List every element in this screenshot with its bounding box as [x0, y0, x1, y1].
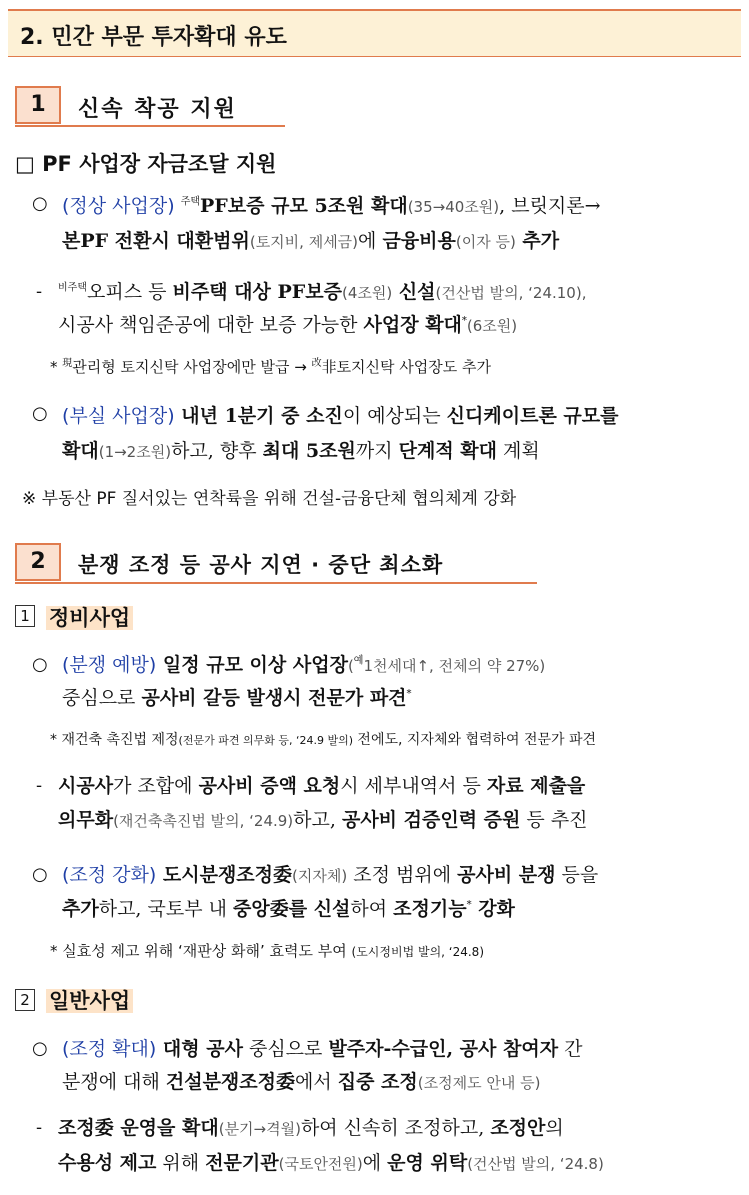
paragraph-mediation-strengthen-line1: (조정 강화) 도시분쟁조정委(지자체) 조정 범위에 공사비 분쟁 등을 — [62, 864, 599, 886]
paragraph-normal-site-line2: 본PF 전환시 대환범위(토지비, 제세금)에 금융비용(이자 등) 추가 — [62, 230, 560, 252]
tag-dispute-prevention: (분쟁 예방) — [62, 654, 157, 676]
paragraph-dispute-prevention-line2: 중심으로 공사비 갈등 발생시 전문가 파견* — [62, 687, 412, 709]
subsection-heading-redevelopment: 정비사업 — [46, 602, 133, 632]
tag-mediation-strengthen: (조정 강화) — [62, 864, 157, 886]
paragraph-dispute-prevention-line1: (분쟁 예방) 일정 규모 이상 사업장($^예$1천세대↑, 전체의 약 27%) — [62, 654, 546, 676]
section-underline-2 — [15, 582, 537, 584]
circle-bullet: ○ — [32, 403, 48, 424]
tag-distressed-site: (부실 사업장) — [62, 405, 175, 427]
section-title-2: 분쟁 조정 등 공사 지연 · 중단 최소화 — [78, 553, 444, 577]
circle-bullet: ○ — [32, 864, 48, 885]
detail-contractor-line1: 시공사가 조합에 공사비 증액 요청시 세부내역서 등 자료 제출을 — [58, 775, 586, 797]
dash-bullet: - — [36, 1117, 43, 1138]
section-title-bar — [8, 9, 741, 57]
detail-non-housing-line2: 시공사 책임준공에 대한 보증 가능한 사업장 확대*(6조원) — [58, 314, 518, 336]
paragraph-distressed-line2: 확대(1→2조원)하고, 향후 최대 5조원까지 단계적 확대 계획 — [62, 440, 540, 462]
paragraph-mediation-expand-line1: (조정 확대) 대형 공사 중심으로 발주자-수급인, 공사 참여자 간 — [62, 1038, 583, 1060]
circle-bullet: ○ — [32, 654, 48, 675]
reference-note: ※ 부동산 PF 질서있는 연착륙을 위해 건설-금융단체 협의체계 강화 — [22, 489, 517, 509]
paragraph-distressed-line1: (부실 사업장) 내년 1분기 중 소진이 예상되는 신디케이트론 규모를 — [62, 405, 619, 427]
circle-bullet: ○ — [32, 1038, 48, 1059]
subsection-heading-pf: □ PF 사업장 자금조달 지원 — [15, 152, 277, 176]
footnote-settlement-effect: * 실효성 제고 위해 ‘재판상 화해’ 효력도 부여 (도시정비법 발의, ‘24.8) — [50, 942, 485, 960]
paragraph-normal-site-line1: (정상 사업장) $^{주택}$PF보증 규모 5조원 확대(35→40조원), 브릿지론→ — [62, 195, 601, 217]
detail-committee-line2: 수용성 제고 위해 전문기관(국토안전원)에 운영 위탁(건산법 발의, ‘24.8) — [58, 1152, 604, 1174]
section-number-2: 2 — [15, 543, 61, 581]
subsection-number-box-2: 2 — [15, 989, 35, 1011]
circle-bullet: ○ — [32, 193, 48, 214]
paragraph-mediation-expand-line2: 분쟁에 대해 건설분쟁조정委에서 집중 조정(조정제도 안내 등) — [62, 1071, 541, 1093]
footnote-reconstruction-act: * 재건축 촉진법 제정(전문가 파견 의무화 등, ‘24.9 발의) 전에도, 지자체와 협력하여 전문가 파견 — [50, 732, 597, 748]
section-number-1: 1 — [15, 86, 61, 124]
tag-mediation-expand: (조정 확대) — [62, 1038, 157, 1060]
detail-committee-line1: 조정委 운영을 확대(분기→격월)하여 신속히 조정하고, 조정안의 — [58, 1117, 564, 1139]
subsection-heading-general: 일반사업 — [46, 985, 133, 1015]
subsection-number-box-1: 1 — [15, 605, 35, 627]
section-title-1: 신속 착공 지원 — [78, 97, 237, 122]
detail-non-housing-line1: $^{비주택}$오피스 등 비주택 대상 PF보증(4조원) 신설(건산법 발의, ‘24.10), — [58, 281, 587, 303]
footnote-trust: * $^現$관리형 토지신탁 사업장에만 발급 → $^改$非토지신탁 사업장도 추가 — [50, 358, 491, 376]
dash-bullet: - — [36, 775, 43, 796]
tag-normal-site: (정상 사업장) — [62, 195, 175, 217]
section-underline-1 — [15, 125, 285, 127]
paragraph-mediation-strengthen-line2: 추가하고, 국토부 내 중앙委를 신설하여 조정기능* 강화 — [62, 898, 515, 920]
dash-bullet: - — [36, 281, 43, 302]
detail-contractor-line2: 의무화(재건축촉진법 발의, ‘24.9)하고, 공사비 검증인력 증원 등 추진 — [58, 809, 588, 831]
page-title: 2. 민간 부문 투자확대 유도 — [20, 25, 287, 50]
